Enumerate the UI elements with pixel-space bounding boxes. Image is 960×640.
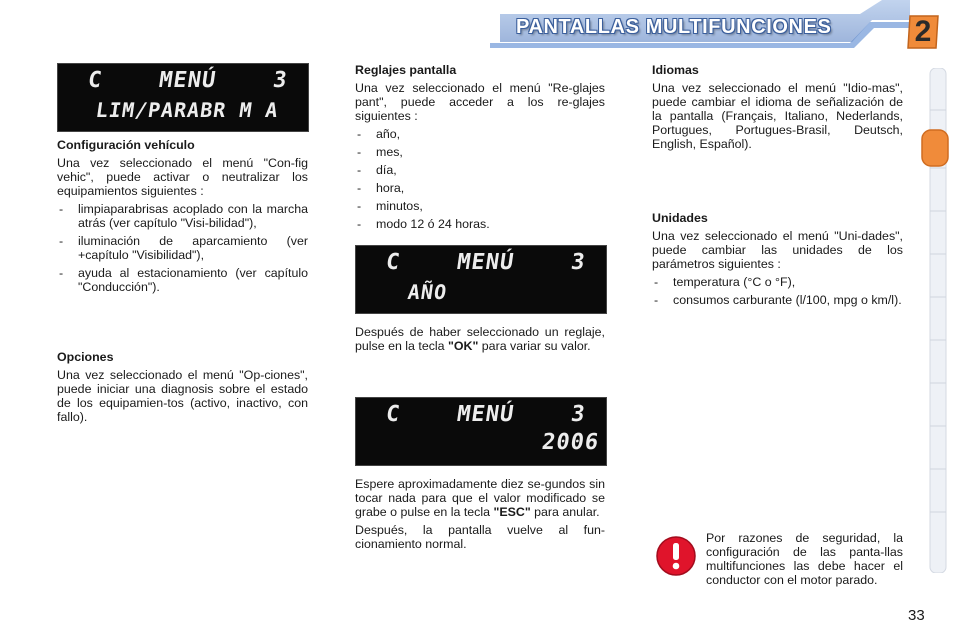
ok-key-label: "OK" bbox=[448, 339, 479, 353]
column-right-units bbox=[652, 211, 903, 311]
chapter-number: 2 bbox=[914, 15, 932, 48]
list-item: - temperatura (°C o °F), bbox=[652, 275, 903, 289]
safety-warning bbox=[706, 531, 903, 591]
heading-languages: Idiomas bbox=[652, 63, 699, 77]
lcd-line-1: C MENÚ 3 bbox=[384, 250, 588, 275]
column-left-options bbox=[57, 350, 308, 428]
heading-screen-settings: Reglajes pantalla bbox=[355, 63, 457, 77]
list-item: - mes, bbox=[355, 145, 605, 159]
list-item: - consumos carburante (l/100, mpg o km/l). bbox=[652, 293, 903, 307]
lcd-year-setting bbox=[355, 245, 607, 314]
lcd-line-2: AÑO bbox=[406, 280, 449, 304]
page-title: PANTALLAS MULTIFUNCIONES bbox=[516, 16, 832, 38]
list-item: - hora, bbox=[355, 181, 605, 195]
lcd-vehicle-config bbox=[57, 63, 309, 132]
vehicle-config-text: Una vez seleccionado el menú "Con-fig vehic", puede activar o neutralizar los equipamientos siguientes : bbox=[57, 156, 308, 198]
lcd-line-2: 2006 bbox=[540, 430, 601, 455]
lcd-line-2: LIM/PARABR M A bbox=[94, 98, 281, 122]
list-item: - año, bbox=[355, 127, 605, 141]
list-item: - iluminación de aparcamiento (ver +capítulo "Visibilidad"), bbox=[57, 234, 308, 262]
list-item: - día, bbox=[355, 163, 605, 177]
list-item: - ayuda al estacionamiento (ver capítulo "Conducción"). bbox=[57, 266, 308, 294]
vehicle-config-list bbox=[57, 202, 308, 294]
page-number: 33 bbox=[908, 607, 925, 624]
screen-settings-list bbox=[355, 127, 605, 231]
esc-key-label: "ESC" bbox=[493, 505, 531, 519]
lcd-year-value bbox=[355, 397, 607, 466]
return-text: Después, la pantalla vuelve al fun-cionamiento normal. bbox=[355, 523, 605, 551]
lcd-line-1: C MENÚ 3 bbox=[86, 68, 290, 93]
list-item: - minutos, bbox=[355, 199, 605, 213]
heading-vehicle-config: Configuración vehículo bbox=[57, 138, 195, 152]
heading-units: Unidades bbox=[652, 211, 708, 225]
heading-options: Opciones bbox=[57, 350, 114, 364]
lcd-line-1: C MENÚ 3 bbox=[384, 402, 588, 427]
units-list bbox=[652, 275, 903, 307]
options-text: Una vez seleccionado el menú "Op-ciones", puede iniciar una diagnosis sobre el estado de los equipamien-tos (activo, inactivo, con fallo). bbox=[57, 368, 308, 424]
after-select-text: Después de haber seleccionado un reglaje, pulse en la tecla "OK" para variar su valor. bbox=[355, 325, 605, 353]
list-item: - limpiaparabrisas acoplado con la marcha atrás (ver capítulo "Visi-bilidad"), bbox=[57, 202, 308, 230]
languages-text: Una vez seleccionado el menú "Idio-mas", puede cambiar el idioma de señalización de la pantalla (Français, Italiano, Nederlands, Portugues, Portugues-Brasil, Deutsch, English, Español). bbox=[652, 81, 903, 151]
warning-icon bbox=[655, 535, 697, 577]
wait-text: Espere aproximadamente diez se-gundos sin tocar nada para que el valor modificado se grabe o pulse en la tecla "ESC" para anular. bbox=[355, 477, 605, 519]
units-text: Una vez seleccionado el menú "Uni-dades", puede cambiar las unidades de los parámetros siguientes : bbox=[652, 229, 903, 271]
after-select-block bbox=[355, 325, 605, 357]
column-middle bbox=[355, 63, 605, 235]
safety-warning-text: Por razones de seguridad, la configuración de las panta-llas multifunciones las debe hacer el conductor con el motor parado. bbox=[706, 531, 903, 587]
list-item: - modo 12 ó 24 horas. bbox=[355, 217, 605, 231]
screen-settings-text: Una vez seleccionado el menú "Re-glajes pant", puede acceder a los re-glajes siguientes : bbox=[355, 81, 605, 123]
wait-block bbox=[355, 477, 605, 555]
column-right-languages bbox=[652, 63, 903, 155]
column-left bbox=[57, 138, 308, 298]
active-chapter-tab[interactable] bbox=[920, 128, 950, 168]
